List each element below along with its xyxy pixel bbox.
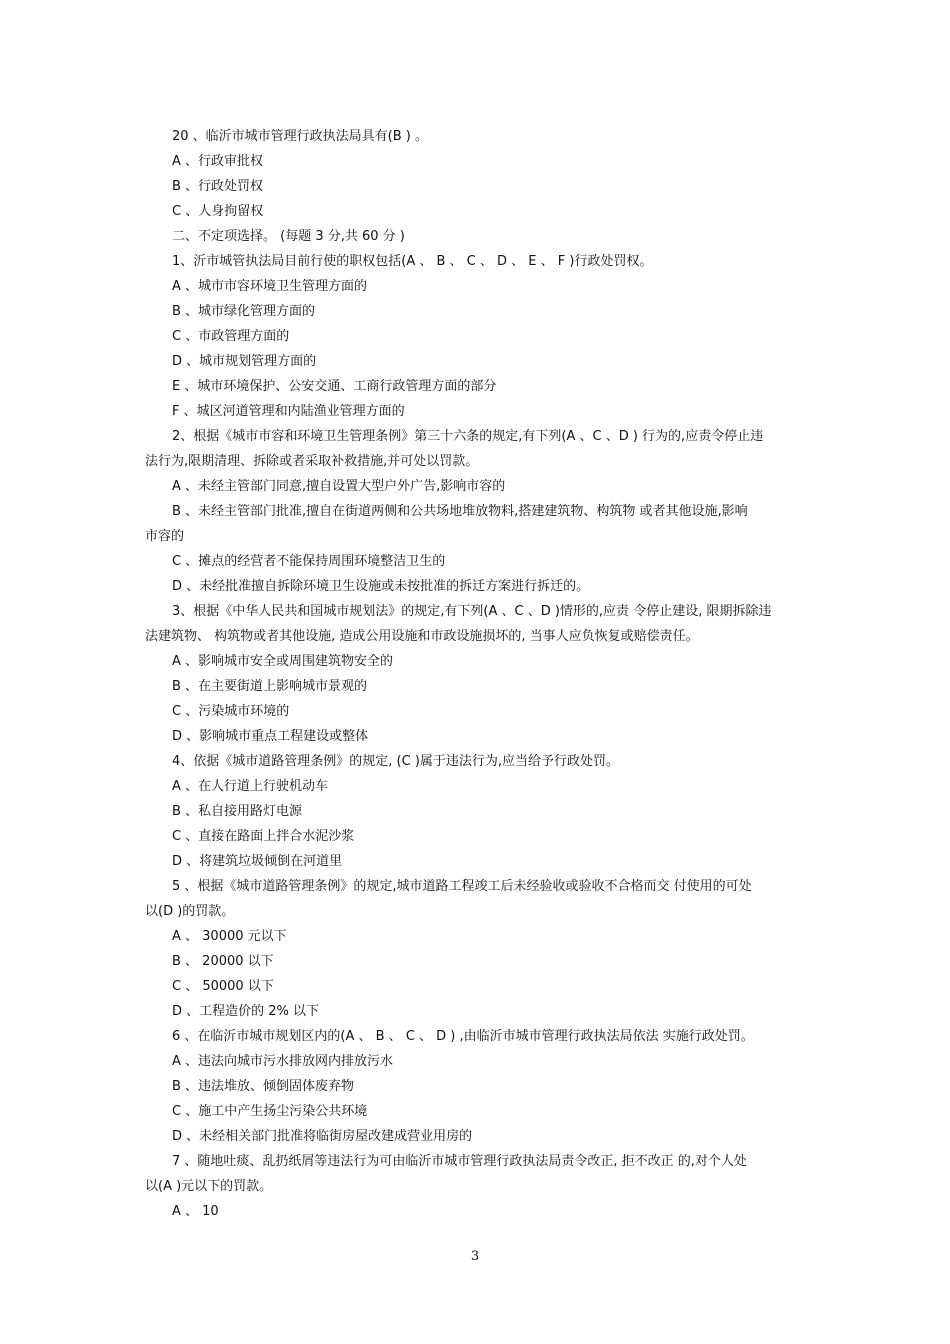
text-line: C 、市政管理方面的 [172,329,290,344]
text-line: 法行为,限期清理、拆除或者采取补救措施,并可处以罚款。 [145,454,479,469]
text-line: 3、根据《中华人民共和国城市规划法》的规定,有下列(A 、C 、D )情形的,应责 令停止建设, 限期拆除违 [172,604,772,619]
text-line: B 、在主要街道上影响城市景观的 [172,679,368,694]
text-line: 6 、在临沂市城市规划区内的(A 、 B 、 C 、 D ) ,由临沂市城市管理行政执法局依法 实施行政处罚。 [172,1029,754,1044]
text-line: 20 、临沂市城市管理行政执法局具有(B ) 。 [172,129,429,144]
text-line: A 、影响城市安全或周围建筑物安全的 [172,654,394,669]
text-line: 5 、根据《城市道路管理条例》的规定,城市道路工程竣工后未经验收或验收不合格而交 付使用的可处 [172,879,752,894]
text-line: A 、 10 [172,1204,219,1219]
page-number: 3 [470,1249,480,1264]
text-line: D 、工程造价的 2% 以下 [172,1004,320,1019]
text-line: 以(D )的罚款。 [145,904,235,919]
text-line: C 、摊点的经营者不能保持周围环境整洁卫生的 [172,554,446,569]
text-line: D 、影响城市重点工程建设或整体 [172,729,369,744]
text-line: 4、依据《城市道路管理条例》的规定, (C )属于违法行为,应当给予行政处罚。 [172,754,620,769]
text-line: 法建筑物、 构筑物或者其他设施, 造成公用设施和市政设施损坏的, 当事人应负恢复或赔偿责任。 [145,629,699,644]
document-body [145,124,808,1224]
text-line: B 、私自接用路灯电源 [172,804,303,819]
text-line: C 、污染城市环境的 [172,704,290,719]
text-line: C 、 50000 以下 [172,979,274,994]
text-line: B 、行政处罚权 [172,179,264,194]
text-line: 2、根据《城市市容和环境卫生管理条例》第三十六条的规定,有下列(A 、C 、D ) 行为的,应责令停止违 [172,429,764,444]
text-line: 1、沂市城管执法局目前行使的职权包括(A 、 B 、 C 、 D 、 E 、 F )行政处罚权。 [172,254,653,269]
text-line: B 、 20000 以下 [172,954,274,969]
text-line: A 、违法向城市污水排放网内排放污水 [172,1054,394,1069]
text-line: E 、城市环境保护、公安交通、工商行政管理方面的部分 [172,379,497,394]
text-line: F 、城区河道管理和内陆渔业管理方面的 [172,404,405,419]
text-line: C 、施工中产生扬尘污染公共环境 [172,1104,368,1119]
text-line: C 、直接在路面上拌合水泥沙浆 [172,829,355,844]
text-line: A 、在人行道上行驶机动车 [172,779,329,794]
text-line: B 、违法堆放、倾倒固体废弃物 [172,1079,355,1094]
text-line: 二、不定项选择。 (每题 3 分,共 60 分 ) [172,229,405,244]
text-line: C 、人身拘留权 [172,204,264,219]
text-line: A 、城市市容环境卫生管理方面的 [172,279,368,294]
text-line: A 、 30000 元以下 [172,929,287,944]
text-line: 7 、随地吐痰、乱扔纸屑等违法行为可由临沂市城市管理行政执法局责令改正, 拒不改正 的,对个人处 [172,1154,747,1169]
text-line: D 、未经批准擅自拆除环境卫生设施或未按批准的拆迁方案进行拆迁的。 [172,579,590,594]
text-line: B 、未经主管部门批准,擅自在街道两侧和公共场地堆放物料,搭建建筑物、构筑物 或者其他设施,影响 [172,504,748,519]
text-line: A 、未经主管部门同意,擅自设置大型户外广告,影响市容的 [172,479,506,494]
text-line: B 、城市绿化管理方面的 [172,304,316,319]
text-line: A 、行政审批权 [172,154,264,169]
text-line: D 、城市规划管理方面的 [172,354,317,369]
text-line: 市容的 [145,529,185,544]
text-line: 以(A )元以下的罚款。 [145,1179,273,1194]
text-line: D 、将建筑垃圾倾倒在河道里 [172,854,343,869]
text-line: D 、未经相关部门批准将临街房屋改建成营业用房的 [172,1129,473,1144]
